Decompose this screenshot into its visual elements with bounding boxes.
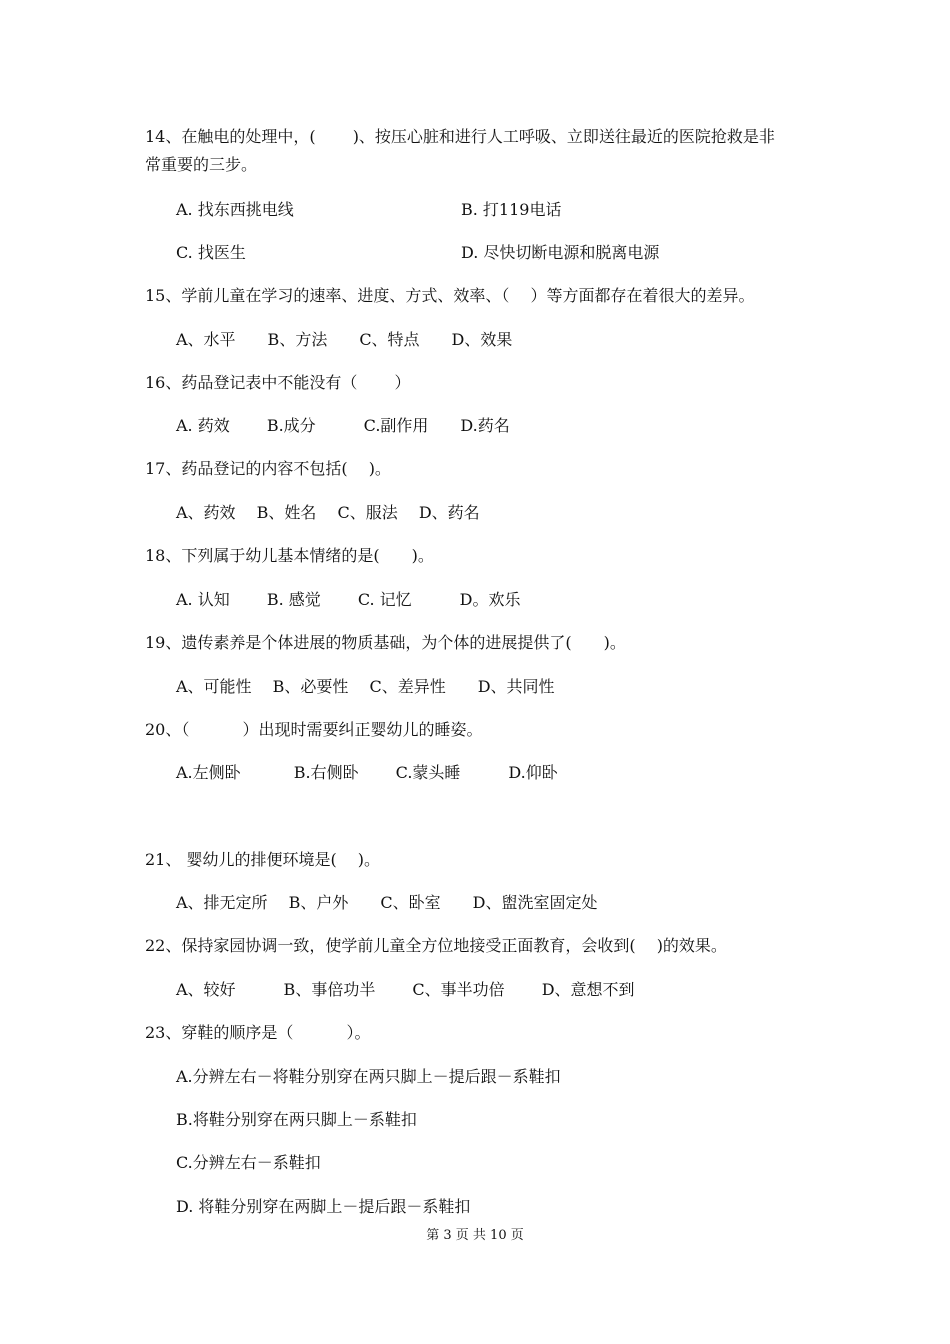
question-23-option-c: C.分辨左右－系鞋扣: [176, 1153, 321, 1172]
question-14-option-d: D. 尽快切断电源和脱离电源: [461, 243, 660, 262]
question-14-option-b: B. 打119电话: [461, 200, 562, 219]
question-14-option-a: A. 找东西挑电线: [176, 200, 294, 219]
question-15-options: A、水平 B、方法 C、特点 D、效果: [176, 330, 513, 349]
question-20: 20、（ ）出现时需要纠正婴幼儿的睡姿。: [145, 720, 483, 739]
question-22-options: A、较好 B、事倍功半 C、事半功倍 D、意想不到: [176, 980, 635, 999]
question-16: 16、药品登记表中不能没有（ ）: [145, 373, 411, 392]
question-18: 18、下列属于幼儿基本情绪的是( )。: [145, 546, 434, 565]
question-14-line-2: 常重要的三步。: [145, 155, 258, 174]
question-23-option-d: D. 将鞋分别穿在两脚上－提后跟－系鞋扣: [176, 1197, 471, 1216]
question-14-line-1: 14、在触电的处理中，( )、按压心脏和进行人工呼吸、立即送往最近的医院抢救是非: [145, 127, 775, 146]
question-21-options: A、排无定所 B、户外 C、卧室 D、盥洗室固定处: [176, 893, 598, 912]
question-16-options: A. 药效 B.成分 C.副作用 D.药名: [176, 416, 510, 435]
question-17-options: A、药效 B、姓名 C、服法 D、药名: [176, 503, 480, 522]
question-20-options: A.左侧卧 B.右侧卧 C.蒙头睡 D.仰卧: [176, 763, 558, 782]
page-number-footer: 第 3 页 共 10 页: [426, 1228, 524, 1243]
question-23-option-b: B.将鞋分别穿在两只脚上－系鞋扣: [176, 1110, 417, 1129]
question-19: 19、遗传素养是个体进展的物质基础，为个体的进展提供了( )。: [145, 633, 626, 652]
question-15: 15、学前儿童在学习的速率、进度、方式、效率、（ ）等方面都存在着很大的差异。: [145, 286, 755, 305]
question-22: 22、保持家园协调一致，使学前儿童全方位地接受正面教育，会收到( )的效果。: [145, 936, 727, 955]
question-23-option-a: A.分辨左右－将鞋分别穿在两只脚上－提后跟－系鞋扣: [176, 1067, 561, 1086]
question-17: 17、药品登记的内容不包括( )。: [145, 459, 391, 478]
question-19-options: A、可能性 B、必要性 C、差异性 D、共同性: [176, 677, 555, 696]
question-23: 23、穿鞋的顺序是（ ）。: [145, 1023, 371, 1042]
question-14-option-c: C. 找医生: [176, 243, 246, 262]
question-21: 21、 婴幼儿的排便环境是( )。: [145, 850, 381, 869]
question-18-options: A. 认知 B. 感觉 C. 记忆 D。欢乐: [176, 590, 521, 609]
